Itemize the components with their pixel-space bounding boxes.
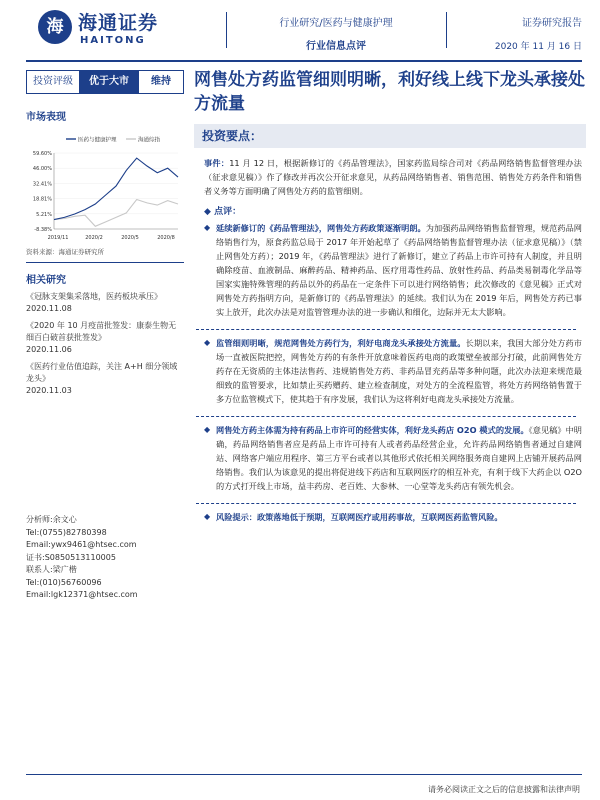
related-item[interactable] bbox=[26, 361, 184, 397]
analysis-bullet bbox=[204, 336, 582, 406]
comment-heading-text: 点评： bbox=[214, 207, 242, 217]
logo-en: HAITONG bbox=[80, 35, 146, 46]
logo-cn: 海通证券 bbox=[78, 12, 159, 34]
key-points-bar bbox=[194, 124, 586, 148]
analysis-bullet bbox=[204, 221, 582, 319]
x-tick-label: 2020/2 bbox=[85, 235, 103, 241]
related-item-date: 2020.11.03 bbox=[26, 386, 72, 395]
y-tick-label: 32.41% bbox=[32, 181, 52, 188]
company-logo bbox=[38, 8, 178, 54]
related-item[interactable] bbox=[26, 291, 184, 315]
y-tick-label: -8.38% bbox=[34, 227, 52, 233]
report-subtype: 行业信息点评 bbox=[306, 41, 366, 52]
bullet-text: 为加强药品网络销售监督管理，规范药品网络销售行为，原食药监总局于 2017 年开始起草了《药品网络销售监督管理办法（征求意见稿）》（禁止网售处方药）；2019 年，《药品管理法》进行了新修订，建立了药品上市许可持有人制度，并且明确除疫苗、血液制品、麻醉药品、精神药品、医疗用毒性药品、放射性药品、药品类易制毒化学品等国家实施特殊管理的药品以外的药品在一定条件下可以进行网络销售；此次修改的《意见稿》正式对网售处方药指明方向，是新修订的《药品管理法》的延续。我们认为在 2019 年后，网售处方药已事实上放开，此次办法是对监管管理办法的进一步确认和细化，边际并无太大影响。 bbox=[216, 223, 582, 317]
bullet-lead: 监管细则明晰，规范网售处方药行为，利好电商龙头承接处方流量。 bbox=[216, 338, 466, 348]
header-category-block bbox=[226, 14, 446, 52]
y-tick-label: 59.60% bbox=[32, 151, 52, 157]
analyst-certificate: 证书:S0850513110005 bbox=[26, 552, 116, 562]
analyst-contact-block bbox=[26, 514, 184, 602]
disclaimer-text: 请务必阅读正文之后的信息披露和法律声明 bbox=[428, 785, 580, 794]
analysis-bullet bbox=[204, 423, 582, 493]
y-tick-label: 18.81% bbox=[32, 196, 52, 203]
series-line bbox=[54, 158, 178, 220]
bullet-lead: 网售处方药主体需为持有药品上市许可的经营实体，利好龙头药店 O2O 模式的发展。 bbox=[216, 425, 529, 435]
x-tick-label: 2019/11 bbox=[47, 235, 69, 241]
related-item-title[interactable]: 《医药行业估值追踪，关注 A+H 细分领域龙头》 bbox=[26, 362, 178, 383]
rating-action: 维持 bbox=[151, 76, 171, 87]
title-band bbox=[194, 68, 586, 116]
x-tick-label: 2020/5 bbox=[121, 235, 139, 241]
contact-email[interactable]: Email:lgk12371@htsec.com bbox=[26, 590, 138, 599]
contact-name: 联系人:梁广楷 bbox=[26, 565, 77, 574]
key-points-label: 投资要点： bbox=[202, 129, 263, 143]
page-footer bbox=[0, 772, 600, 800]
market-performance-chart bbox=[26, 131, 184, 243]
report-date: 2020 年 11 月 16 日 bbox=[494, 42, 582, 52]
related-item[interactable] bbox=[26, 320, 184, 356]
left-sidebar bbox=[26, 70, 184, 397]
bullet-lead: 风险提示：政策落地低于预期，互联网医疗或用药事故，互联网医药监管风险。 bbox=[216, 512, 503, 522]
report-type: 证券研究报告 bbox=[522, 18, 582, 29]
chart-source: 资料来源：海通证券研究所 bbox=[26, 248, 104, 256]
market-section-title: 市场表现 bbox=[26, 112, 66, 123]
header-divider bbox=[446, 12, 447, 48]
comment-heading: ◆ 点评： bbox=[204, 207, 242, 217]
analyst-email[interactable]: Email:ywx9461@htsec.com bbox=[26, 540, 137, 549]
analyst-name: 分析师:余文心 bbox=[26, 515, 77, 524]
report-body bbox=[204, 150, 582, 524]
section-divider bbox=[196, 503, 576, 504]
bullet-text: 《意见稿》中明确，药品网络销售者应是药品上市许可持有人或者药品经营企业，允许药品网络销售者通过自建网站、网络客户端应用程序、第三方平台或者以其他形式依托相关网络服务商自建网上店铺开展药品网络销售。我们认为该意见的提出将促进线下药店和互联网医疗的相互补充，有利于线下大药企以 O2O 的方式打开线上市场，益丰药房、老百姓、大参林、一心堂等龙头药店有领先机会。 bbox=[216, 425, 582, 491]
legend-label: 医药与健康护理 bbox=[78, 137, 117, 144]
report-header bbox=[0, 0, 600, 62]
event-text: 11 月 12 日，根据新修订的《药品管理法》，国家药监局综合司对《药品网络销售监督管理办法（征求意见稿）》作了修改并再次公开征求意见，从药品网络销售者、销售范围、销售处方药条件和销售者义务等方面明确了网售处方药的监管细则。 bbox=[204, 158, 582, 196]
header-rule bbox=[26, 60, 582, 62]
investment-rating bbox=[26, 70, 184, 94]
series-line bbox=[54, 200, 178, 227]
related-item-title[interactable]: 《2020 年 10 月疫苗批签发：康泰生物无细百白破首获批签发》 bbox=[26, 321, 177, 342]
x-tick-label: 2020/8 bbox=[157, 235, 175, 241]
analyst-tel: Tel:(0755)82780398 bbox=[26, 527, 107, 537]
contact-tel: Tel:(010)56760096 bbox=[26, 577, 102, 587]
section-divider bbox=[196, 329, 576, 330]
legend-label: 海通综指 bbox=[138, 137, 161, 144]
section-divider bbox=[196, 416, 576, 417]
event-paragraph bbox=[204, 156, 582, 198]
footer-rule bbox=[26, 774, 582, 775]
related-item-title[interactable]: 《冠脉支架集采落地，医药板块承压》 bbox=[26, 292, 162, 301]
event-lead: 事件： bbox=[204, 158, 230, 168]
report-title: 网售处方药监管细则明晰，利好线上线下龙头承接处方流量 bbox=[194, 70, 585, 114]
y-tick-label: 46.00% bbox=[32, 166, 52, 173]
related-list bbox=[26, 291, 184, 397]
related-item-date: 2020.11.08 bbox=[26, 304, 72, 313]
logo-emblem-icon: 海 bbox=[38, 10, 72, 44]
bullet-text: 长期以来，我国大部分处方药市场一直被医院把控，网售处方药的有条件开放意味着医药电商的政策壁垒被部分打破，此前网售处方药存在无资质的主体违法售药、违规销售处方药、非药品冒充药品等多种问题，此次办法迎来规范最细致的监管要求，比如禁止买药赠药、建立检查制度，对处方的全流程监管，将处方药网络销售置于多方位监管模式下，使其趋于有序发展，我们认为这将利好电商龙头承接处方流量。 bbox=[216, 338, 582, 404]
bullet-lead: 延续新修订的《药品管理法》，网售处方药政策逐渐明朗。 bbox=[216, 223, 426, 233]
risk-bullet bbox=[204, 510, 582, 524]
related-item-date: 2020.11.06 bbox=[26, 345, 72, 354]
rating-label: 投资评级 bbox=[27, 71, 79, 93]
rating-value: 优于大市 bbox=[79, 71, 139, 93]
related-research-title: 相关研究 bbox=[26, 275, 66, 286]
header-right-block bbox=[495, 14, 582, 52]
chart-svg bbox=[26, 131, 184, 243]
industry-category: 行业研究/医药与健康护理 bbox=[279, 18, 393, 29]
y-tick-label: 5.21% bbox=[36, 211, 52, 218]
sidebar-divider bbox=[26, 262, 184, 263]
